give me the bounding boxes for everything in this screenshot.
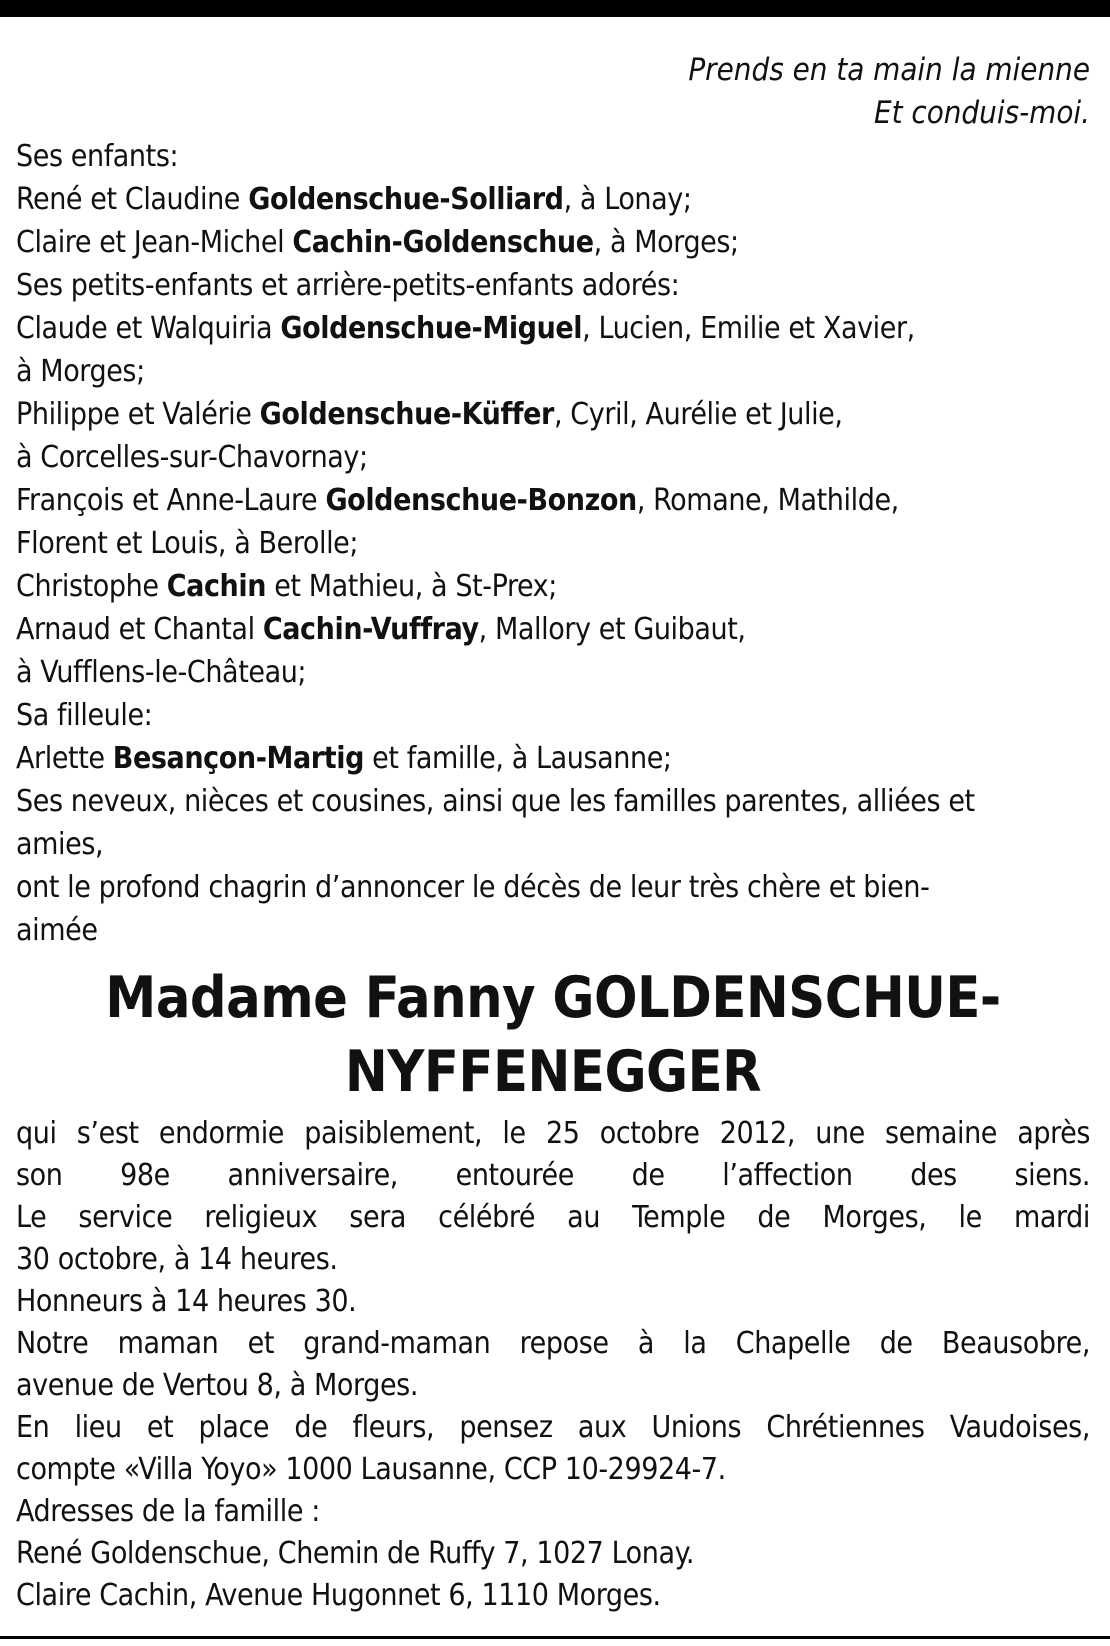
family-line <box>16 909 1090 952</box>
family-text: , à Morges; <box>593 225 739 260</box>
family-surname: Goldenschue-Solliard <box>248 182 564 217</box>
body-line: 30 octobre, à 14 heures. <box>16 1242 338 1277</box>
family-line <box>16 393 1090 436</box>
family-line <box>16 780 1090 823</box>
family-surname: Cachin-Goldenschue <box>292 225 594 260</box>
family-line <box>16 694 1090 737</box>
family-text: à Morges; <box>16 354 145 389</box>
family-text: François et Anne-Laure <box>16 483 326 518</box>
obituary-notice <box>16 49 1090 1617</box>
family-line <box>16 866 1090 909</box>
body-line: qui s’est endormie paisiblement, le 25 octobre 2012, une semaine après <box>16 1116 1090 1151</box>
family-text: à Corcelles-sur-Chavornay; <box>16 440 368 475</box>
family-line <box>16 522 1090 565</box>
family-announcement <box>16 135 1090 952</box>
body-line: Le service religieux sera célébré au Temple de Morges, le mardi <box>16 1200 1090 1235</box>
family-text: aimée <box>16 913 98 948</box>
family-surname: Goldenschue-Küffer <box>259 397 554 432</box>
family-text: amies, <box>16 827 104 862</box>
family-line <box>16 436 1090 479</box>
family-text: Florent et Louis, à Berolle; <box>16 526 359 561</box>
family-text: Ses neveux, nièces et cousines, ainsi que les familles parentes, alliées et <box>16 784 975 819</box>
family-text: Sa filleule: <box>16 698 153 733</box>
family-surname: Cachin-Vuffray <box>262 612 479 647</box>
family-line <box>16 479 1090 522</box>
epigraph-line: Et conduis-moi. <box>873 95 1090 131</box>
family-line <box>16 737 1090 780</box>
deceased-name-line: Madame Fanny GOLDENSCHUE- <box>105 965 1001 1031</box>
bottom-border-rule <box>0 1636 1110 1639</box>
family-text: Claude et Walquiria <box>16 311 281 346</box>
body-line: Claire Cachin, Avenue Hugonnet 6, 1110 Morges. <box>16 1578 661 1613</box>
family-line <box>16 565 1090 608</box>
service-details <box>16 1113 1090 1617</box>
family-text: , Lucien, Emilie et Xavier, <box>582 311 915 346</box>
family-text: Ses petits-enfants et arrière-petits-enfants adorés: <box>16 268 680 303</box>
family-text: et famille, à Lausanne; <box>364 741 672 776</box>
body-line: Adresses de la famille : <box>16 1494 320 1529</box>
body-line: Honneurs à 14 heures 30. <box>16 1284 357 1319</box>
family-line <box>16 178 1090 221</box>
family-surname: Besançon-Martig <box>112 741 364 776</box>
family-text: Arnaud et Chantal <box>16 612 263 647</box>
family-text: Arlette <box>16 741 113 776</box>
family-text: ont le profond chagrin d’annoncer le décès de leur très chère et bien- <box>16 870 930 905</box>
family-text: Philippe et Valérie <box>16 397 260 432</box>
body-line: En lieu et place de fleurs, pensez aux Unions Chrétiennes Vaudoises, <box>16 1410 1090 1445</box>
family-text: , Romane, Mathilde, <box>636 483 899 518</box>
family-line <box>16 651 1090 694</box>
family-text: Ses enfants: <box>16 139 179 174</box>
family-text: , Mallory et Guibaut, <box>478 612 746 647</box>
family-text: Claire et Jean-Michel <box>16 225 293 260</box>
body-line: son 98e anniversaire, entourée de l’affection des siens. <box>16 1158 1090 1193</box>
family-line <box>16 264 1090 307</box>
family-text: à Vufflens-le-Château; <box>16 655 307 690</box>
body-line: Notre maman et grand-maman repose à la Chapelle de Beausobre, <box>16 1326 1090 1361</box>
deceased-name-line: NYFFENEGGER <box>344 1039 762 1105</box>
body-line: avenue de Vertou 8, à Morges. <box>16 1368 418 1403</box>
family-line <box>16 307 1090 350</box>
family-line <box>16 221 1090 264</box>
family-line <box>16 823 1090 866</box>
body-line: compte «Villa Yoyo» 1000 Lausanne, CCP 10-29924-7. <box>16 1452 726 1487</box>
family-line <box>16 135 1090 178</box>
family-text: , Cyril, Aurélie et Julie, <box>553 397 843 432</box>
family-text: René et Claudine <box>16 182 249 217</box>
family-line <box>16 350 1090 393</box>
family-surname: Goldenschue-Bonzon <box>325 483 637 518</box>
family-surname: Cachin <box>166 569 267 604</box>
body-line: René Goldenschue, Chemin de Ruffy 7, 1027 Lonay. <box>16 1536 695 1571</box>
deceased-name <box>16 961 1090 1109</box>
epigraph <box>16 49 1090 135</box>
top-border-bar <box>0 0 1110 17</box>
epigraph-line: Prends en ta main la mienne <box>688 52 1090 88</box>
family-line <box>16 608 1090 651</box>
family-text: et Mathieu, à St-Prex; <box>266 569 557 604</box>
family-text: Christophe <box>16 569 167 604</box>
family-text: , à Lonay; <box>563 182 692 217</box>
family-surname: Goldenschue-Miguel <box>280 311 583 346</box>
